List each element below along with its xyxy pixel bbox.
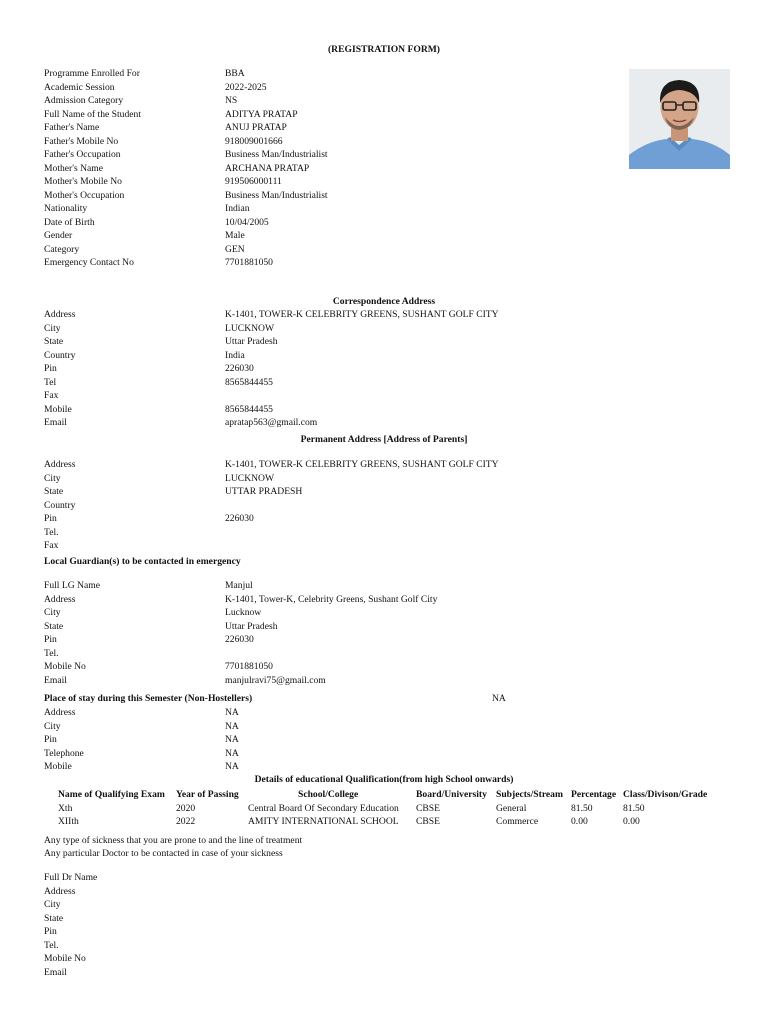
field-label: Tel. xyxy=(44,647,59,659)
field-label: Address xyxy=(44,593,76,605)
field-row xyxy=(44,175,744,189)
field-row xyxy=(44,362,744,376)
field-label: Admission Category xyxy=(44,95,124,106)
field-row xyxy=(44,660,744,674)
table-cell: 2020 xyxy=(176,802,196,814)
field-row xyxy=(44,633,744,647)
field-label: Pin xyxy=(44,513,57,524)
table-cell: 0.00 xyxy=(571,816,588,827)
correspondence-details xyxy=(44,308,744,430)
place-of-stay-details xyxy=(44,706,744,774)
field-label: Father's Name xyxy=(44,122,100,133)
field-label: Full LG Name xyxy=(44,580,100,591)
field-label: Nationality xyxy=(44,203,88,214)
table-cell: 2022 xyxy=(176,816,196,827)
field-value: Male xyxy=(225,230,245,241)
field-label: State xyxy=(44,336,64,347)
field-label: Address xyxy=(44,885,76,897)
field-row xyxy=(44,67,744,81)
field-label: Full Dr Name xyxy=(44,872,98,883)
place-of-stay-value: NA xyxy=(492,693,506,704)
field-label: Father's Occupation xyxy=(44,149,121,160)
field-value: apratap563@gmail.com xyxy=(225,417,318,428)
field-value: 8565844455 xyxy=(225,376,273,388)
field-label: Email xyxy=(44,417,67,428)
field-row xyxy=(44,747,744,761)
field-row xyxy=(44,389,744,403)
field-row xyxy=(44,952,744,966)
field-value xyxy=(225,499,744,513)
field-value: 226030 xyxy=(225,363,254,374)
field-row xyxy=(44,472,744,486)
sickness-question: Any type of sickness that you are prone to and the line of treatment xyxy=(44,835,303,846)
field-row xyxy=(44,189,744,203)
table-cell: 81.50 xyxy=(623,802,645,814)
permanent-address-details xyxy=(44,458,744,553)
field-value: Uttar Pradesh xyxy=(225,620,278,632)
field-value: ANUJ PRATAP xyxy=(225,122,287,133)
table-cell: CBSE xyxy=(416,802,440,814)
field-label: Fax xyxy=(44,540,59,551)
field-label: Mother's Mobile No xyxy=(44,176,122,187)
field-row xyxy=(44,512,744,526)
field-value: NA xyxy=(225,734,239,745)
field-row xyxy=(44,647,744,661)
field-value: India xyxy=(225,349,245,361)
column-header: School/College xyxy=(298,789,359,800)
place-of-stay-heading: Place of stay during this Semester (Non-Hostellers) xyxy=(44,693,253,704)
table-row xyxy=(0,815,768,829)
doctor-details xyxy=(44,871,744,979)
field-value: 918009001666 xyxy=(225,135,283,147)
field-value: Indian xyxy=(225,203,250,214)
column-header: Percentage xyxy=(571,789,617,800)
field-label: Mother's Occupation xyxy=(44,189,125,201)
table-cell: CBSE xyxy=(416,816,440,827)
field-row xyxy=(44,485,744,499)
field-value: ARCHANA PRATAP xyxy=(225,162,310,174)
field-label: State xyxy=(44,486,64,497)
field-row xyxy=(44,939,744,953)
field-label: Address xyxy=(44,309,76,320)
field-label: Fax xyxy=(44,390,59,401)
field-row xyxy=(44,606,744,620)
field-label: Pin xyxy=(44,363,57,374)
field-label: Category xyxy=(44,243,80,255)
field-label: Tel. xyxy=(44,939,59,951)
field-row xyxy=(44,376,744,390)
field-row xyxy=(44,526,744,540)
field-label: Tel. xyxy=(44,526,59,538)
field-label: Full Name of the Student xyxy=(44,108,141,120)
field-label: Mobile xyxy=(44,761,72,772)
field-row xyxy=(44,202,744,216)
field-label: Pin xyxy=(44,926,57,937)
field-value: UTTAR PRADESH xyxy=(225,486,303,497)
field-row xyxy=(44,885,744,899)
field-label: City xyxy=(44,322,61,334)
field-row xyxy=(44,620,744,634)
table-cell: XIIth xyxy=(58,816,79,827)
local-guardian-details xyxy=(44,579,744,687)
field-value xyxy=(225,647,744,661)
field-label: Mobile xyxy=(44,403,72,415)
field-row xyxy=(44,243,744,257)
field-row xyxy=(44,81,744,95)
column-header: Year of Passing xyxy=(176,789,239,800)
field-value: GEN xyxy=(225,243,245,255)
field-row xyxy=(44,216,744,230)
field-label: Programme Enrolled For xyxy=(44,68,140,79)
field-value: manjulravi75@gmail.com xyxy=(225,674,326,686)
field-value: K-1401, Tower-K, Celebrity Greens, Sushant Golf City xyxy=(225,593,438,605)
field-value: Business Man/Industrialist xyxy=(225,149,328,160)
field-row xyxy=(44,403,744,417)
field-value: NA xyxy=(225,747,239,759)
field-row xyxy=(44,733,744,747)
field-label: Academic Session xyxy=(44,81,115,93)
field-label: Email xyxy=(44,966,67,978)
field-row xyxy=(44,94,744,108)
field-row xyxy=(44,871,744,885)
field-value: Uttar Pradesh xyxy=(225,336,278,347)
field-value: NA xyxy=(225,720,239,732)
local-guardian-heading: Local Guardian(s) to be contacted in emergency xyxy=(44,556,241,567)
field-value: Manjul xyxy=(225,580,253,591)
field-value: 7701881050 xyxy=(225,661,273,672)
field-label: Country xyxy=(44,349,76,361)
field-value: 226030 xyxy=(225,634,254,645)
field-label: Gender xyxy=(44,230,73,241)
field-row xyxy=(44,121,744,135)
field-label: Mobile No xyxy=(44,661,86,672)
field-value: K-1401, TOWER-K CELEBRITY GREENS, SUSHANT GOLF CITY xyxy=(225,459,499,470)
field-value: 919506000111 xyxy=(225,176,282,187)
field-row xyxy=(44,256,744,270)
correspondence-heading: Correspondence Address xyxy=(332,296,436,307)
field-label: Address xyxy=(44,459,76,470)
education-table-header xyxy=(0,788,768,802)
field-row xyxy=(44,458,744,472)
field-row xyxy=(44,335,744,349)
field-value xyxy=(225,389,744,403)
table-cell: General xyxy=(496,802,527,814)
field-value: LUCKNOW xyxy=(225,322,275,334)
field-row xyxy=(44,706,744,720)
field-value: K-1401, TOWER-K CELEBRITY GREENS, SUSHANT GOLF CITY xyxy=(225,309,499,320)
field-value: NA xyxy=(225,707,239,718)
table-cell: Xth xyxy=(58,802,73,814)
field-label: City xyxy=(44,899,61,910)
field-label: City xyxy=(44,472,61,484)
table-row xyxy=(0,802,768,816)
field-row xyxy=(44,322,744,336)
field-row xyxy=(44,925,744,939)
field-label: Telephone xyxy=(44,747,84,759)
field-label: Emergency Contact No xyxy=(44,257,134,268)
doctor-question: Any particular Doctor to be contacted in case of your sickness xyxy=(44,848,283,859)
field-value: 10/04/2005 xyxy=(225,216,269,228)
table-cell: Central Board Of Secondary Education xyxy=(248,802,399,814)
field-value: Business Man/Industrialist xyxy=(225,189,328,201)
field-label: City xyxy=(44,607,61,618)
field-row xyxy=(44,912,744,926)
field-value: Lucknow xyxy=(225,607,262,618)
field-label: Pin xyxy=(44,634,57,645)
field-row xyxy=(44,593,744,607)
field-value xyxy=(225,526,744,540)
field-row xyxy=(44,108,744,122)
field-row xyxy=(44,416,744,430)
field-row xyxy=(44,229,744,243)
field-value: NA xyxy=(225,761,239,772)
table-cell: 81.50 xyxy=(571,802,593,814)
field-label: State xyxy=(44,912,64,924)
column-header: Subjects/Stream xyxy=(496,789,563,800)
table-cell: AMITY INTERNATIONAL SCHOOL xyxy=(248,816,399,827)
field-value: BBA xyxy=(225,68,245,79)
student-details xyxy=(44,67,744,270)
field-label: Mobile No xyxy=(44,953,86,964)
field-label: Father's Mobile No xyxy=(44,135,119,147)
field-value: 7701881050 xyxy=(225,257,273,268)
field-label: State xyxy=(44,620,64,632)
field-row xyxy=(44,148,744,162)
field-label: Mother's Name xyxy=(44,162,104,174)
field-label: Email xyxy=(44,674,67,686)
table-cell: 0.00 xyxy=(623,816,640,827)
permanent-address-heading: Permanent Address [Address of Parents] xyxy=(300,434,468,445)
column-header: Name of Qualifying Exam xyxy=(58,789,165,800)
field-row xyxy=(44,349,744,363)
field-row xyxy=(44,162,744,176)
field-row xyxy=(44,720,744,734)
field-label: Address xyxy=(44,707,76,718)
field-value: LUCKNOW xyxy=(225,472,275,484)
field-value: 226030 xyxy=(225,513,254,524)
field-value xyxy=(225,539,744,553)
field-row xyxy=(44,674,744,688)
field-row xyxy=(44,539,744,553)
field-label: Tel xyxy=(44,376,57,388)
form-title: (REGISTRATION FORM) xyxy=(327,44,441,55)
field-row xyxy=(44,499,744,513)
field-label: Date of Birth xyxy=(44,216,95,228)
field-value: NS xyxy=(225,95,238,106)
field-row xyxy=(44,760,744,774)
field-value: 2022-2025 xyxy=(225,81,267,93)
column-header: Board/University xyxy=(416,789,487,800)
field-row xyxy=(44,898,744,912)
field-value: 8565844455 xyxy=(225,403,273,415)
field-value: ADITYA PRATAP xyxy=(225,108,298,120)
table-cell: Commerce xyxy=(496,816,539,827)
column-header: Class/Divison/Grade xyxy=(623,789,708,800)
field-label: City xyxy=(44,720,61,732)
field-label: Pin xyxy=(44,734,57,745)
education-table xyxy=(0,788,768,829)
field-row xyxy=(44,308,744,322)
field-row xyxy=(44,966,744,980)
field-row xyxy=(44,135,744,149)
education-heading: Details of educational Qualification(from high School onwards) xyxy=(254,774,514,785)
field-label: Country xyxy=(44,499,76,511)
field-row xyxy=(44,579,744,593)
